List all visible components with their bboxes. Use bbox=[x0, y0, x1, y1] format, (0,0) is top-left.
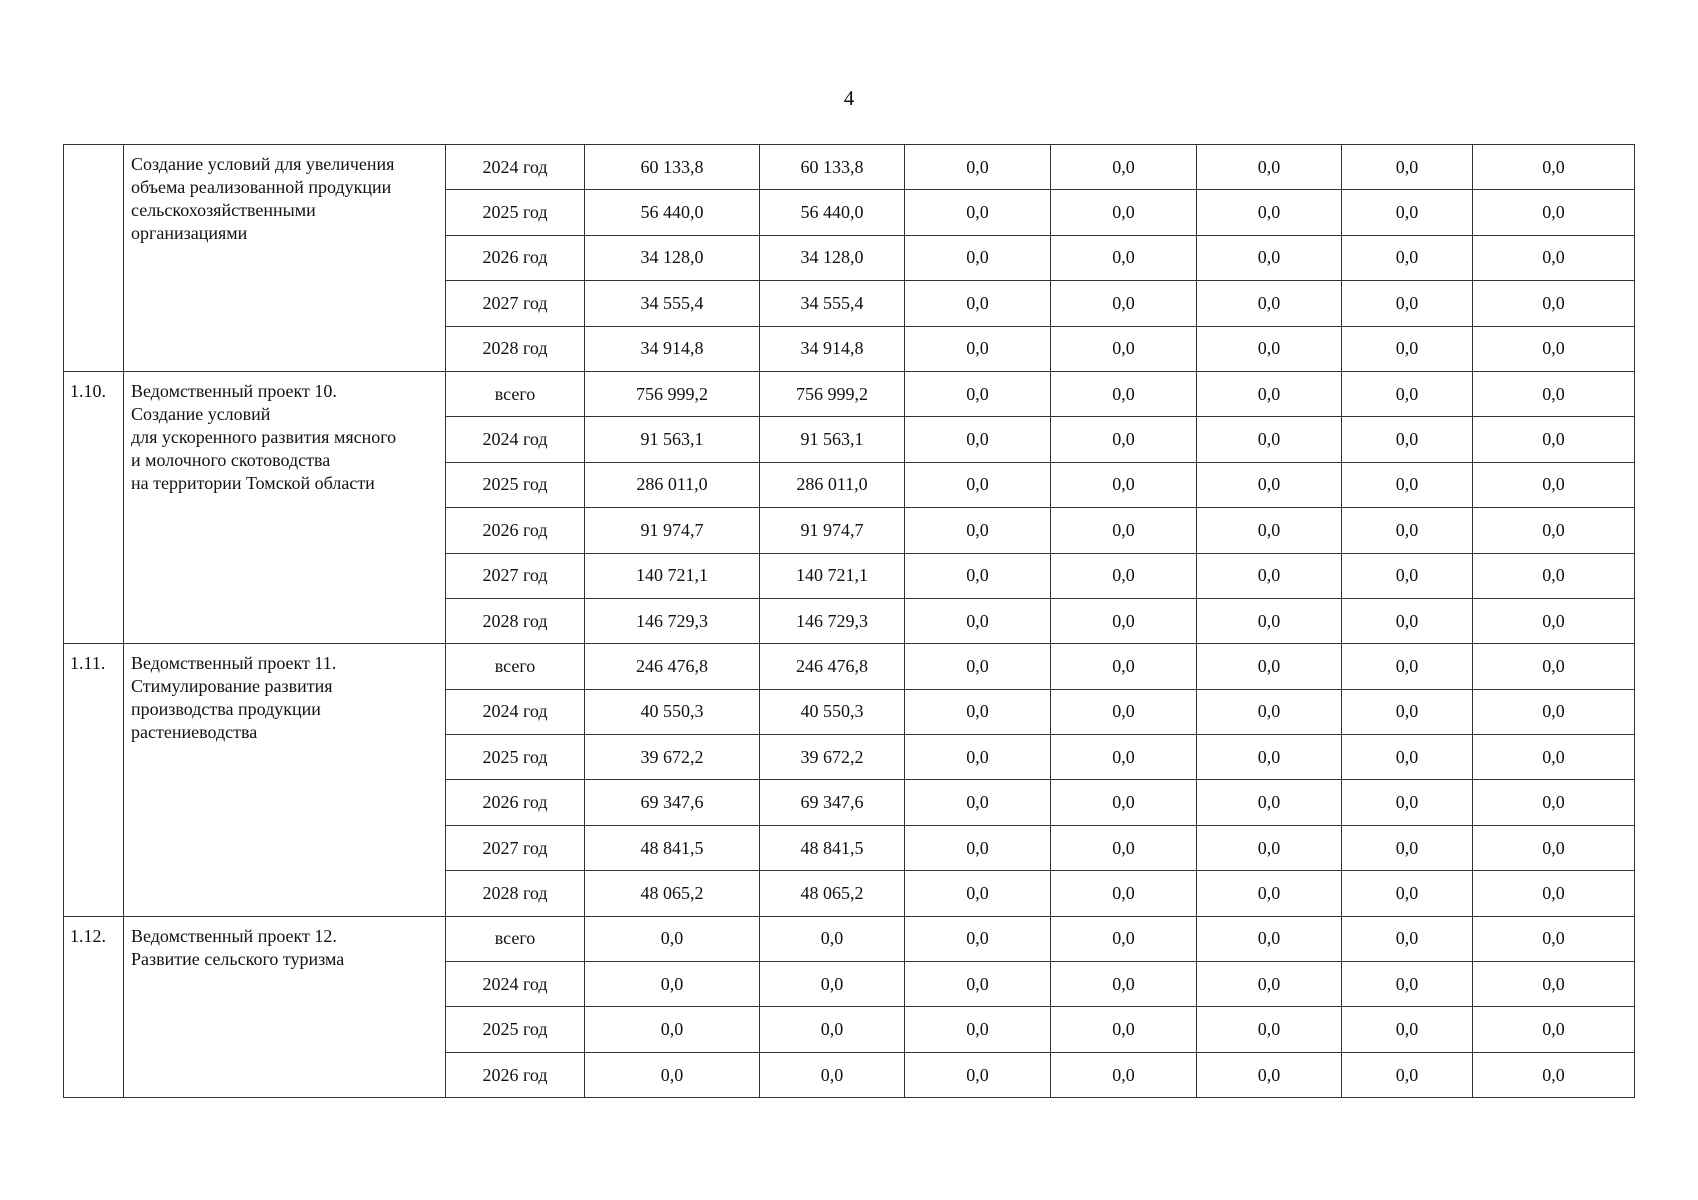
value-cell: 0,0 bbox=[905, 145, 1051, 190]
project-name bbox=[124, 371, 446, 643]
value-cell: 0,0 bbox=[1197, 916, 1342, 961]
value-cell: 34 914,8 bbox=[585, 326, 760, 371]
value-cell: 0,0 bbox=[1051, 326, 1197, 371]
value-cell: 0,0 bbox=[1051, 916, 1197, 961]
period-cell: 2026 год bbox=[446, 508, 585, 553]
project-name-line: Создание условий для увеличения bbox=[131, 154, 395, 174]
period-cell: 2024 год bbox=[446, 689, 585, 734]
period-cell: 2025 год bbox=[446, 190, 585, 235]
project-name-line: Ведомственный проект 11. bbox=[131, 653, 337, 674]
value-cell: 0,0 bbox=[1051, 1007, 1197, 1052]
value-cell: 0,0 bbox=[905, 598, 1051, 643]
period-cell: 2024 год bbox=[446, 417, 585, 462]
item-number: 1.11. bbox=[64, 644, 124, 916]
value-cell: 0,0 bbox=[1051, 417, 1197, 462]
value-cell: 56 440,0 bbox=[585, 190, 760, 235]
value-cell: 0,0 bbox=[1342, 417, 1473, 462]
value-cell: 0,0 bbox=[1473, 508, 1635, 553]
table-row bbox=[64, 145, 1635, 190]
value-cell: 0,0 bbox=[1051, 735, 1197, 780]
value-cell: 40 550,3 bbox=[760, 689, 905, 734]
period-cell: 2024 год bbox=[446, 962, 585, 1007]
value-cell: 0,0 bbox=[905, 689, 1051, 734]
value-cell: 0,0 bbox=[1342, 145, 1473, 190]
value-cell: 0,0 bbox=[1473, 735, 1635, 780]
value-cell: 0,0 bbox=[905, 825, 1051, 870]
value-cell: 0,0 bbox=[1473, 235, 1635, 280]
value-cell: 91 974,7 bbox=[585, 508, 760, 553]
value-cell: 0,0 bbox=[760, 916, 905, 961]
value-cell: 48 065,2 bbox=[585, 871, 760, 916]
value-cell: 56 440,0 bbox=[760, 190, 905, 235]
period-cell: всего bbox=[446, 916, 585, 961]
value-cell: 0,0 bbox=[1197, 508, 1342, 553]
value-cell: 0,0 bbox=[1473, 281, 1635, 326]
value-cell: 0,0 bbox=[905, 190, 1051, 235]
value-cell: 0,0 bbox=[585, 1052, 760, 1097]
value-cell: 0,0 bbox=[1342, 281, 1473, 326]
value-cell: 0,0 bbox=[1473, 462, 1635, 507]
value-cell: 286 011,0 bbox=[760, 462, 905, 507]
value-cell: 0,0 bbox=[1051, 689, 1197, 734]
value-cell: 0,0 bbox=[585, 916, 760, 961]
value-cell: 0,0 bbox=[905, 235, 1051, 280]
value-cell: 0,0 bbox=[1342, 326, 1473, 371]
value-cell: 140 721,1 bbox=[585, 553, 760, 598]
period-cell: всего bbox=[446, 371, 585, 416]
value-cell: 0,0 bbox=[905, 371, 1051, 416]
item-number: 1.12. bbox=[64, 916, 124, 1098]
value-cell: 0,0 bbox=[1197, 235, 1342, 280]
value-cell: 34 128,0 bbox=[585, 235, 760, 280]
value-cell: 0,0 bbox=[1342, 190, 1473, 235]
value-cell: 756 999,2 bbox=[585, 371, 760, 416]
project-name bbox=[124, 145, 446, 372]
value-cell: 146 729,3 bbox=[760, 598, 905, 643]
project-name-line: объема реализованной продукции bbox=[131, 177, 392, 197]
item-number: 1.10. bbox=[64, 371, 124, 643]
value-cell: 0,0 bbox=[1342, 962, 1473, 1007]
value-cell: 0,0 bbox=[905, 508, 1051, 553]
project-name bbox=[124, 644, 446, 916]
table-row bbox=[64, 644, 1635, 689]
project-name-line: растениеводства bbox=[131, 722, 258, 743]
value-cell: 0,0 bbox=[1051, 462, 1197, 507]
period-cell: 2025 год bbox=[446, 1007, 585, 1052]
value-cell: 34 555,4 bbox=[760, 281, 905, 326]
value-cell: 0,0 bbox=[1197, 326, 1342, 371]
period-cell: 2028 год bbox=[446, 598, 585, 643]
value-cell: 0,0 bbox=[1197, 825, 1342, 870]
value-cell: 0,0 bbox=[1197, 462, 1342, 507]
project-name-line: производства продукции bbox=[131, 699, 321, 720]
project-name-line: для ускоренного развития мясного bbox=[131, 426, 397, 447]
value-cell: 91 563,1 bbox=[585, 417, 760, 462]
value-cell: 0,0 bbox=[1342, 598, 1473, 643]
project-name bbox=[124, 916, 446, 1098]
value-cell: 0,0 bbox=[1051, 871, 1197, 916]
value-cell: 0,0 bbox=[1342, 553, 1473, 598]
value-cell: 0,0 bbox=[905, 462, 1051, 507]
value-cell: 0,0 bbox=[1473, 190, 1635, 235]
period-cell: 2025 год bbox=[446, 462, 585, 507]
value-cell: 246 476,8 bbox=[585, 644, 760, 689]
value-cell: 0,0 bbox=[905, 553, 1051, 598]
value-cell: 40 550,3 bbox=[585, 689, 760, 734]
value-cell: 0,0 bbox=[905, 1007, 1051, 1052]
value-cell: 0,0 bbox=[1473, 689, 1635, 734]
table-row bbox=[64, 916, 1635, 961]
value-cell: 0,0 bbox=[1051, 598, 1197, 643]
value-cell: 0,0 bbox=[1473, 780, 1635, 825]
value-cell: 0,0 bbox=[1473, 598, 1635, 643]
value-cell: 39 672,2 bbox=[585, 735, 760, 780]
value-cell: 0,0 bbox=[1473, 825, 1635, 870]
value-cell: 0,0 bbox=[1197, 1007, 1342, 1052]
value-cell: 0,0 bbox=[905, 417, 1051, 462]
value-cell: 0,0 bbox=[760, 1052, 905, 1097]
period-cell: 2027 год bbox=[446, 281, 585, 326]
project-name-line: Ведомственный проект 10. bbox=[131, 380, 337, 401]
value-cell: 0,0 bbox=[1342, 1007, 1473, 1052]
project-name-line: Ведомственный проект 12. bbox=[131, 925, 337, 946]
value-cell: 246 476,8 bbox=[760, 644, 905, 689]
value-cell: 0,0 bbox=[905, 780, 1051, 825]
value-cell: 0,0 bbox=[1473, 962, 1635, 1007]
value-cell: 0,0 bbox=[1197, 190, 1342, 235]
table-row bbox=[64, 371, 1635, 416]
value-cell: 286 011,0 bbox=[585, 462, 760, 507]
value-cell: 91 563,1 bbox=[760, 417, 905, 462]
value-cell: 0,0 bbox=[905, 916, 1051, 961]
value-cell: 0,0 bbox=[905, 735, 1051, 780]
value-cell: 0,0 bbox=[1197, 598, 1342, 643]
project-name-line: организациями bbox=[131, 223, 248, 243]
period-cell: 2025 год bbox=[446, 735, 585, 780]
value-cell: 0,0 bbox=[1197, 644, 1342, 689]
value-cell: 0,0 bbox=[1051, 190, 1197, 235]
value-cell: 0,0 bbox=[1342, 735, 1473, 780]
value-cell: 69 347,6 bbox=[585, 780, 760, 825]
value-cell: 0,0 bbox=[1473, 326, 1635, 371]
value-cell: 0,0 bbox=[1473, 417, 1635, 462]
value-cell: 0,0 bbox=[1342, 825, 1473, 870]
value-cell: 0,0 bbox=[1342, 916, 1473, 961]
period-cell: 2027 год bbox=[446, 825, 585, 870]
value-cell: 0,0 bbox=[1197, 553, 1342, 598]
value-cell: 0,0 bbox=[1197, 145, 1342, 190]
value-cell: 0,0 bbox=[1051, 235, 1197, 280]
value-cell: 60 133,8 bbox=[585, 145, 760, 190]
value-cell: 34 555,4 bbox=[585, 281, 760, 326]
value-cell: 0,0 bbox=[1197, 871, 1342, 916]
value-cell: 0,0 bbox=[905, 962, 1051, 1007]
value-cell: 0,0 bbox=[1342, 780, 1473, 825]
value-cell: 0,0 bbox=[1051, 508, 1197, 553]
value-cell: 0,0 bbox=[1342, 871, 1473, 916]
period-cell: всего bbox=[446, 644, 585, 689]
value-cell: 0,0 bbox=[1197, 780, 1342, 825]
value-cell: 0,0 bbox=[1051, 371, 1197, 416]
value-cell: 0,0 bbox=[905, 871, 1051, 916]
value-cell: 0,0 bbox=[1051, 962, 1197, 1007]
value-cell: 0,0 bbox=[1473, 553, 1635, 598]
budget-table bbox=[63, 144, 1635, 1098]
period-cell: 2026 год bbox=[446, 1052, 585, 1097]
project-name-line: сельскохозяйственными bbox=[131, 200, 316, 220]
value-cell: 0,0 bbox=[1473, 1052, 1635, 1097]
value-cell: 0,0 bbox=[1473, 916, 1635, 961]
value-cell: 0,0 bbox=[1473, 145, 1635, 190]
value-cell: 34 914,8 bbox=[760, 326, 905, 371]
value-cell: 756 999,2 bbox=[760, 371, 905, 416]
value-cell: 0,0 bbox=[1342, 235, 1473, 280]
value-cell: 0,0 bbox=[1342, 644, 1473, 689]
value-cell: 146 729,3 bbox=[585, 598, 760, 643]
value-cell: 0,0 bbox=[905, 644, 1051, 689]
value-cell: 0,0 bbox=[1197, 735, 1342, 780]
period-cell: 2028 год bbox=[446, 326, 585, 371]
value-cell: 0,0 bbox=[1051, 644, 1197, 689]
value-cell: 34 128,0 bbox=[760, 235, 905, 280]
value-cell: 0,0 bbox=[1051, 1052, 1197, 1097]
value-cell: 91 974,7 bbox=[760, 508, 905, 553]
value-cell: 0,0 bbox=[1197, 689, 1342, 734]
value-cell: 60 133,8 bbox=[760, 145, 905, 190]
project-name-line: Развитие сельского туризма bbox=[131, 948, 345, 969]
project-name-line: и молочного скотоводства bbox=[131, 449, 331, 470]
value-cell: 0,0 bbox=[1473, 644, 1635, 689]
value-cell: 0,0 bbox=[1473, 1007, 1635, 1052]
value-cell: 0,0 bbox=[585, 1007, 760, 1052]
value-cell: 0,0 bbox=[905, 1052, 1051, 1097]
value-cell: 0,0 bbox=[760, 1007, 905, 1052]
value-cell: 0,0 bbox=[1051, 281, 1197, 326]
value-cell: 0,0 bbox=[1342, 462, 1473, 507]
value-cell: 0,0 bbox=[1197, 281, 1342, 326]
period-cell: 2027 год bbox=[446, 553, 585, 598]
period-cell: 2028 год bbox=[446, 871, 585, 916]
value-cell: 0,0 bbox=[1473, 871, 1635, 916]
value-cell: 39 672,2 bbox=[760, 735, 905, 780]
value-cell: 0,0 bbox=[1197, 1052, 1342, 1097]
value-cell: 0,0 bbox=[1051, 553, 1197, 598]
value-cell: 0,0 bbox=[905, 281, 1051, 326]
project-name-line: на территории Томской области bbox=[131, 472, 375, 493]
value-cell: 0,0 bbox=[1197, 371, 1342, 416]
value-cell: 0,0 bbox=[1342, 371, 1473, 416]
value-cell: 140 721,1 bbox=[760, 553, 905, 598]
item-number bbox=[64, 145, 124, 372]
value-cell: 0,0 bbox=[1051, 780, 1197, 825]
page-number: 4 bbox=[843, 86, 855, 110]
value-cell: 0,0 bbox=[1051, 825, 1197, 870]
value-cell: 0,0 bbox=[760, 962, 905, 1007]
value-cell: 0,0 bbox=[1342, 508, 1473, 553]
period-cell: 2026 год bbox=[446, 235, 585, 280]
value-cell: 0,0 bbox=[1197, 962, 1342, 1007]
value-cell: 69 347,6 bbox=[760, 780, 905, 825]
value-cell: 0,0 bbox=[905, 326, 1051, 371]
value-cell: 0,0 bbox=[1197, 417, 1342, 462]
value-cell: 48 841,5 bbox=[585, 825, 760, 870]
value-cell: 0,0 bbox=[1342, 689, 1473, 734]
value-cell: 0,0 bbox=[1342, 1052, 1473, 1097]
value-cell: 48 065,2 bbox=[760, 871, 905, 916]
value-cell: 0,0 bbox=[1473, 371, 1635, 416]
value-cell: 0,0 bbox=[585, 962, 760, 1007]
period-cell: 2026 год bbox=[446, 780, 585, 825]
value-cell: 48 841,5 bbox=[760, 825, 905, 870]
project-name-line: Создание условий bbox=[131, 403, 271, 424]
value-cell: 0,0 bbox=[1051, 145, 1197, 190]
project-name-line: Стимулирование развития bbox=[131, 676, 333, 697]
period-cell: 2024 год bbox=[446, 145, 585, 190]
